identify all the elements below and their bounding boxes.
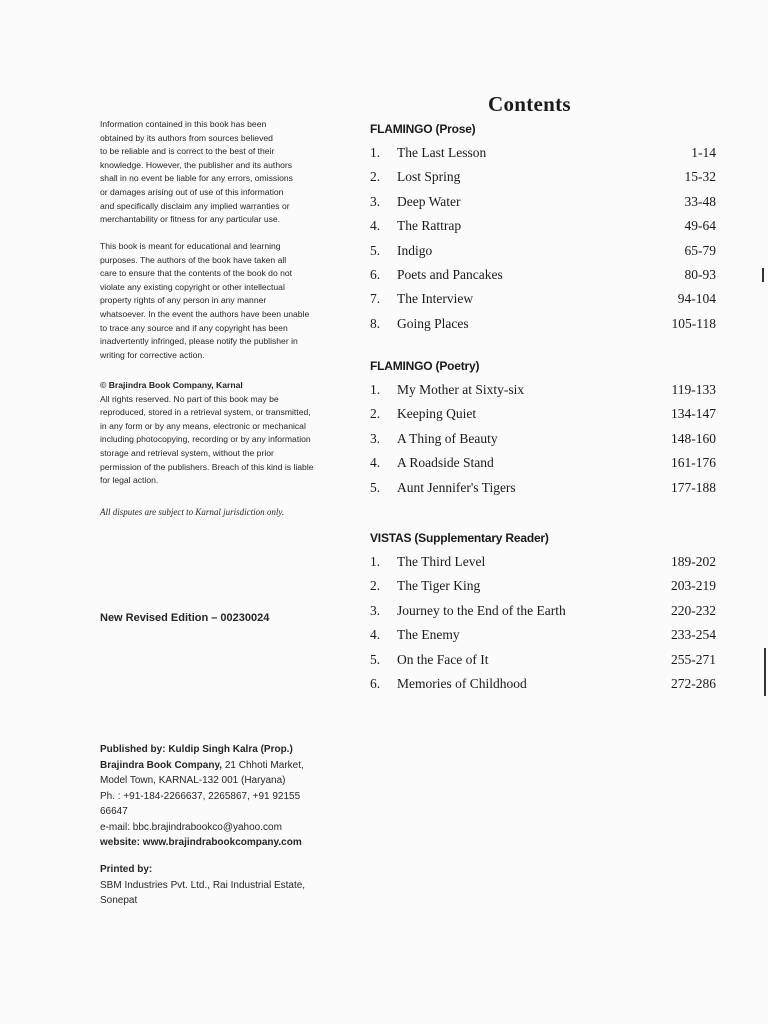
toc-entry [370, 578, 720, 602]
toc-entry-title: Deep Water [397, 193, 461, 209]
toc-entry-title: The Interview [397, 291, 474, 307]
toc-entry-number: 1. [370, 554, 381, 569]
toc-list-poetry [370, 382, 720, 504]
toc-entry-title: Keeping Quiet [397, 406, 477, 422]
printed-by-label: Printed by: [100, 864, 153, 875]
copyright-block [100, 379, 314, 488]
toc-entry-title: The Enemy [397, 627, 460, 643]
toc-entry-number: 1. [370, 382, 381, 397]
toc-entry [370, 431, 720, 455]
toc-entry-title: Poets and Pancakes [397, 266, 503, 282]
toc-entry-number: 5. [370, 479, 381, 495]
toc-entry-number: 6. [370, 266, 381, 282]
toc-entry [370, 382, 720, 406]
toc-entry-title: On the Face of It [397, 651, 489, 667]
toc-entry-title: My Mother at Sixty-six [397, 382, 525, 397]
toc-entry-pages: 161-176 [671, 455, 716, 471]
toc-entry-title: The Third Level [397, 554, 486, 569]
toc-entry-number: 3. [370, 193, 381, 209]
toc-entry [370, 480, 720, 504]
toc-list-vistas [370, 554, 720, 700]
publisher-email: e-mail: bbc.brajindrabookco@yahoo.com [100, 821, 282, 833]
toc-entry [370, 627, 720, 651]
toc-entry-pages: 177-188 [671, 479, 716, 495]
toc-entry [370, 455, 720, 479]
toc-entry-title: Memories of Childhood [397, 675, 527, 691]
printer-line-2: Sonepat [100, 895, 138, 906]
toc-entry-number: 3. [370, 602, 381, 618]
toc-entry [370, 554, 720, 578]
toc-entry [370, 406, 720, 430]
toc-entry-pages: 233-254 [671, 627, 716, 643]
published-by: Published by: Kuldip Singh Kalra (Prop.) [100, 744, 293, 755]
toc-entry-number: 4. [370, 218, 381, 234]
publisher-block [100, 742, 330, 851]
toc-entry-pages: 272-286 [671, 675, 716, 691]
publisher-phone: Ph. : +91-184-2266637, 2265867, +91 92155 66647 [100, 790, 301, 817]
scan-edge-mark [762, 268, 764, 282]
toc-entry-pages: 49-64 [684, 218, 716, 234]
toc-entry-pages: 65-79 [684, 242, 716, 258]
toc-entry [370, 145, 720, 169]
toc-entry-pages: 94-104 [677, 291, 716, 307]
scan-edge-mark [764, 648, 766, 696]
printer-line-1: SBM Industries Pvt. Ltd., Rai Industrial Estate, [100, 879, 306, 891]
publisher-address-1: 21 Chhoti Market, [222, 759, 304, 771]
publisher-company: Brajindra Book Company, [100, 759, 223, 771]
jurisdiction-note: All disputes are subject to Karnal jurisdiction only. [100, 507, 285, 517]
toc-entry-number: 1. [370, 145, 381, 160]
toc-entry-title: Lost Spring [397, 169, 461, 185]
toc-entry [370, 218, 720, 242]
toc-entry [370, 652, 720, 676]
toc-entry-pages: 33-48 [684, 193, 716, 209]
printer-block [100, 862, 305, 909]
toc-entry-number: 4. [370, 455, 381, 471]
toc-entry-number: 5. [370, 242, 381, 258]
rights-text: All rights reserved. No part of this book may be reproduced, stored in a retrieval system, or transmitted, in any form or by any means, electronic or mechanical including photocopying, recording or by any information storage and retrieval system, without the prior permission of the publishers. Breach of this kind is liable for legal action. [100, 393, 314, 486]
toc-entry-number: 7. [370, 291, 381, 307]
publisher-website: website: www.brajindrabookcompany.com [100, 837, 302, 848]
toc-entry-pages: 1-14 [691, 145, 716, 160]
toc-entry [370, 169, 720, 193]
toc-entry-title: The Tiger King [397, 578, 481, 594]
toc-entry-pages: 255-271 [671, 651, 716, 667]
toc-entry-title: Indigo [397, 242, 433, 258]
toc-entry [370, 267, 720, 291]
toc-entry-title: A Roadside Stand [397, 455, 494, 471]
toc-entry-title: Aunt Jennifer's Tigers [397, 479, 516, 495]
toc-entry [370, 291, 720, 315]
disclaimer-text: Information contained in this book has been obtained by its authors from sources believed to be reliable and is correct to the best of their knowledge. However, the publisher and its authors shall in no event be liable for any errors, omissions or damages arising out of use of this information and specifically disclaim any implied warranties or merchantability or fitness for any particular use. [100, 119, 293, 225]
section-heading-prose: FLAMINGO (Prose) [370, 122, 476, 136]
contents-title: Contents [488, 92, 571, 116]
toc-entry-title: The Rattrap [397, 218, 462, 234]
toc-entry-number: 8. [370, 315, 381, 331]
toc-entry-number: 5. [370, 651, 381, 667]
toc-entry-pages: 203-219 [671, 578, 716, 594]
toc-entry [370, 603, 720, 627]
toc-entry-number: 2. [370, 406, 381, 422]
toc-list-prose [370, 145, 720, 340]
toc-entry-pages: 220-232 [671, 602, 716, 618]
purpose-text: This book is meant for educational and learning purposes. The authors of the book have taken all care to ensure that the contents of the book do not violate any existing copyright or other intellectual property rights of any person in any manner whatsoever. In the event the authors have been unable to trace any source and if any copyright has been inadvertently infringed, please notify the publisher in writing for corrective action. [100, 241, 310, 360]
toc-entry-number: 4. [370, 627, 381, 643]
toc-entry-number: 2. [370, 169, 381, 185]
toc-entry-pages: 189-202 [671, 554, 716, 569]
toc-entry-title: Journey to the End of the Earth [397, 602, 566, 618]
publisher-address-line [100, 758, 330, 774]
toc-entry-pages: 134-147 [671, 406, 716, 422]
toc-entry-title: The Last Lesson [397, 145, 487, 160]
edition-label: New Revised Edition – 00230024 [100, 612, 270, 624]
section-heading-poetry: FLAMINGO (Poetry) [370, 359, 480, 373]
toc-entry [370, 316, 720, 340]
toc-entry-pages: 148-160 [671, 430, 716, 446]
toc-entry-pages: 105-118 [671, 315, 716, 331]
toc-entry-number: 2. [370, 578, 381, 594]
toc-entry-title: Going Places [397, 315, 469, 331]
toc-entry-number: 3. [370, 430, 381, 446]
toc-entry-pages: 15-32 [684, 169, 716, 185]
toc-entry-pages: 119-133 [671, 382, 716, 397]
copyright-holder: © Brajindra Book Company, Karnal [100, 380, 243, 390]
toc-entry-pages: 80-93 [684, 266, 716, 282]
toc-entry-title: A Thing of Beauty [397, 430, 498, 446]
toc-entry [370, 243, 720, 267]
toc-entry [370, 676, 720, 700]
section-heading-vistas: VISTAS (Supplementary Reader) [370, 531, 549, 545]
toc-entry [370, 194, 720, 218]
publisher-address-2: Model Town, KARNAL-132 001 (Haryana) [100, 775, 286, 786]
toc-entry-number: 6. [370, 675, 381, 691]
